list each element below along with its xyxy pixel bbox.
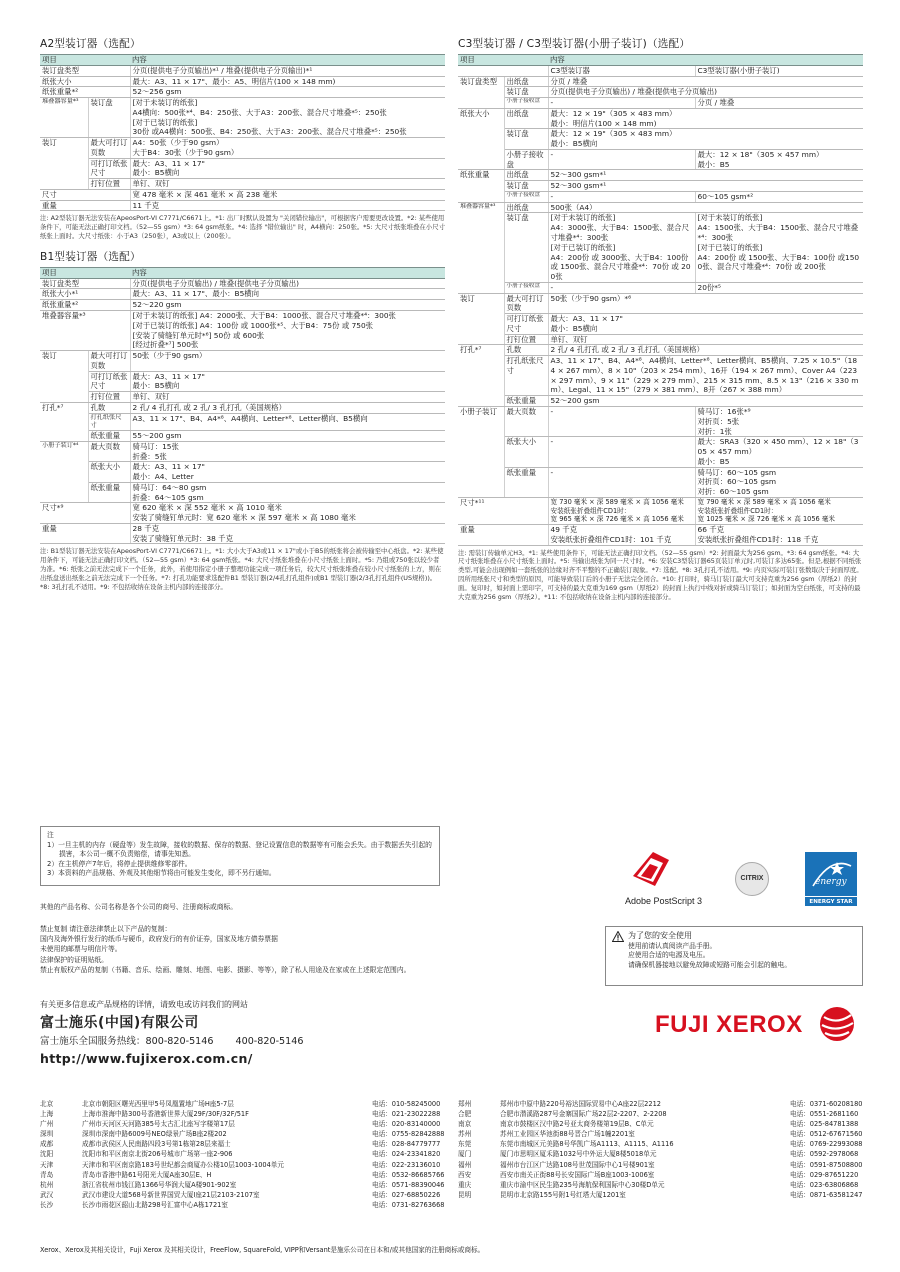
table-row: 纸张大小 - 最大：SRA3（320 × 450 mm）、12 × 18"（305 × 457 mm） 最小：B5 (458, 437, 863, 467)
office-phone: 电话：0371-60208180 (790, 1100, 863, 1108)
office-list-right (458, 1099, 870, 1200)
office-city: 天津 (40, 1160, 54, 1169)
company-name: 富士施乐(中国)有限公司 (40, 1015, 199, 1031)
table-row: 纸张大小 出纸盘 最大：12 × 19"（305 × 483 mm） 最小：明信片(100 × 148 mm) (458, 108, 863, 129)
certification-logos (625, 846, 865, 916)
energy-star-logo: energy ENERGY STAR (805, 852, 857, 906)
table-row: 打钉位置 单钉、双钉 (40, 392, 445, 403)
table-header: 项目 内容 (458, 54, 863, 65)
hotline: 富士施乐全国服务热线：800-820-5146 400-820-5146 (40, 1036, 304, 1047)
office-address: 广州市天河区天河路385号太古汇北座写字楼第17层 (82, 1120, 235, 1129)
table-row: 纸张重量 - 骑马订：60～105 gsm 对折页：60～105 gsm 对折：60～105 gsm (458, 467, 863, 497)
office-city: 沈阳 (40, 1150, 54, 1159)
office-address: 东莞市南城区元美路8号华凯广场A1113、A1115、A1116 (500, 1140, 674, 1149)
office-row (458, 1190, 870, 1200)
office-phone: 电话：0592-2978068 (790, 1150, 859, 1159)
table-row: 装订 最大可打订页数 A4：50张（少于90 gsm） 大于B4：30张（少于90 gsm） (40, 138, 445, 159)
office-row (458, 1180, 870, 1190)
table-row: 小册子接收盘 - 分页 / 堆叠 (458, 98, 863, 109)
table-row: 装订盘 最大：12 × 19"（305 × 483 mm） 最小：B5横向 (458, 129, 863, 150)
trademark-note: 其他的产品名称、公司名称是各个公司的商号、注册商标或商标。 (40, 903, 238, 911)
office-phone: 电话：0871-63581247 (790, 1190, 863, 1199)
table-row: 可打订纸张尺寸 最大：A3、11 × 17" 最小：B5横向 (40, 371, 445, 392)
svg-text:energy: energy (815, 877, 847, 887)
office-phone: 电话：023-63806868 (790, 1180, 859, 1189)
table-header: 项目 内容 (40, 54, 445, 65)
office-city: 重庆 (458, 1180, 472, 1189)
office-phone: 电话：0755-82842888 (372, 1130, 445, 1139)
safety-title: 为了您的安全使用 (628, 931, 692, 940)
c3-footnote: 注: 需装订传输单元H3。*1: 某些使用条件下，可能无法正确打印文档。（52—55 gsm）*2: 封面最大为256 gsm。*3: 64 gsm纸张。*4: 大尺寸纸张堆叠在小尺寸纸张上面时。*5: 当输出纸张为同一尺寸时。*6: 安装C3型装订器65页装订单元时,可装订多达65张。但是,根据不同纸张类型,可能会出现例如一套纸张的边缘对齐不平整的不正确装订现象。*7: 选配。*8: 3孔打孔不适用。*9: 内页实际可装订张数取决于封面厚度。因所用纸张尺寸和类型的原因，可能导致装订后的小册子无法完全闭合。*10: 打印时，骑马订装订最大可支持克重为256 gsm（厚纸2）的封面。复印时，如封面上需印字，可支持的最大克重为169 gsm（厚纸2）的封面上执行中线对折或骑马订装订；如封面为空白纸张，可支持的最大克重为256 gsm（厚纸2）。*11: 不包括收纳在设备主机内部的连接部分。 (458, 548, 863, 601)
office-row (458, 1139, 870, 1149)
table-row: 重量 11 千克 (40, 200, 445, 211)
office-phone: 电话：0512-67671560 (790, 1130, 863, 1139)
office-phone: 电话：0731-82763668 (372, 1200, 445, 1209)
office-phone: 电话：021-23022288 (372, 1110, 441, 1119)
fuji-xerox-logo: FUJI XEROX (655, 1005, 865, 1043)
office-address: 南京市鼓楼区汉中路2号亚太商务楼第19层B、C单元 (500, 1120, 654, 1129)
safety-notice: 为了您的安全使用 使用前请认真阅读产品手册。 应使用合适的电源及电压。 请确保机器接地以避免故障或短路可能会引起的触电。 (605, 926, 863, 986)
table-row: 重量 28 千克 安装了骑缝钉单元时：38 千克 (40, 523, 445, 544)
table-row: 堆叠器容量*³ [对于未装订的纸张] A4：2000张、大于B4：1000张、混合尺寸堆叠*⁴：300张 [对于已装订的纸张] A4：100份 或 1000张*⁵、大于B4：75份 或 750张 [安装了骑缝钉单元时*⁶] 50份 或 600张 [经过折叠*⁷] 500张 (40, 310, 445, 350)
a2-title: A2型装订器（选配） (40, 38, 141, 50)
a2-footnote: 注: A2型装订器无法安装在ApeosPort-VI C7771/C6671上。*1: 出厂时默认设置为 "关闭错位输出"，可根据客户需要更改设置。*2: 某些使用条件下，可能无法正确打印文档。（52—55 gsm）*3: 64 gsm纸张。*4: 选择 "错位输出" 时，A4横向：250张。*5: 大尺寸纸张堆叠在小尺寸纸张上面时。大尺寸纸张：小于A3（250张），A3或以上（200张）。 (40, 214, 445, 241)
right-column (458, 38, 863, 602)
website-link[interactable]: http://www.fujixerox.com.cn/ (40, 1051, 253, 1066)
notice-item: 3）本资料的产品规格、外观及其他细节将由可能发生变化，即不另行通知。 (47, 869, 276, 878)
energy-star-icon (805, 852, 857, 896)
table-row: 重量 49 千克 安装纸张折叠组件CD1时：101 千克 66 千克 安装纸张折叠组件CD1时：118 千克 (458, 525, 863, 546)
office-row (458, 1170, 870, 1180)
office-city: 杭州 (40, 1180, 54, 1189)
table-row: 小册子接收盘 - 20份*⁵ (458, 282, 863, 293)
table-row: 可打订纸张尺寸 最大：A3、11 × 17" 最小：B5横向 (40, 158, 445, 179)
table-row: 装订盘 52～300 gsm*¹ (458, 181, 863, 192)
table-row: 小册子接收盘 - 60～105 gsm*² (458, 191, 863, 202)
office-row (458, 1149, 870, 1159)
office-city: 昆明 (458, 1190, 472, 1199)
office-phone: 电话：029-87651220 (790, 1170, 859, 1179)
table-row: 尺寸*¹¹ 宽 730 毫米 × 深 589 毫米 × 高 1056 毫米 安装纸张折叠组件CD1时： 宽 965 毫米 × 深 726 毫米 × 高 1056 毫米 宽 790 毫米 × 深 589 毫米 × 高 1056 毫米 安装纸张折叠组件CD1时： 宽 1025 毫米 × 深 726 毫米 × 高 1056 毫米 (458, 497, 863, 524)
office-address: 厦门市思明区厦禾路1032号中外运大厦8楼5018单元 (500, 1150, 657, 1159)
office-row (40, 1139, 452, 1149)
office-city: 西安 (458, 1170, 472, 1179)
office-phone: 电话：0591-87508800 (790, 1160, 863, 1169)
adobe-icon (625, 846, 685, 892)
table-row: 装订 最大可打订页数 50张（少于90 gsm） (40, 351, 445, 372)
notice-title: 注 (47, 831, 54, 839)
office-address: 武汉市建设大道568号新世界国贸大厦I座21层2103-2107室 (82, 1190, 260, 1199)
office-row (40, 1099, 452, 1109)
office-phone: 电话：024-23341820 (372, 1150, 441, 1159)
table-row: 打钉位置 单钉、双钉 (40, 179, 445, 190)
office-address: 上海市淮海中路300号香港新世界大厦29F/30F/32F/51F (82, 1110, 249, 1119)
c3-spec-table (458, 54, 863, 546)
office-address: 青岛市香港中路61号阳光大厦A座30层E、H (82, 1170, 212, 1179)
office-city: 厦门 (458, 1150, 472, 1159)
office-row (40, 1200, 452, 1210)
office-city: 南京 (458, 1120, 472, 1129)
table-row: 装订盘类型 分页(提供电子分页输出)*¹ / 堆叠(提供电子分页输出)*¹ (40, 65, 445, 76)
notice-item: 2）在主机停产7年后，将停止提供维修零部件。 (47, 859, 192, 868)
table-row: 装订盘 分页(提供电子分页输出) / 堆叠(提供电子分页输出) (458, 87, 863, 98)
office-address: 深圳市深南中路6009号NEO绿景广场B座2楼202 (82, 1130, 227, 1139)
office-row (40, 1149, 452, 1159)
table-row: 可打订纸张尺寸 最大：A3、11 × 17" 最小：B5横向 (458, 314, 863, 335)
left-column (40, 38, 445, 592)
citrix-ready-logo: CITRIX (735, 862, 769, 896)
office-address: 北京市朝阳区曙光西里甲5号凤凰置地广场H座5-7层 (82, 1100, 234, 1108)
footer-trademarks: Xerox、Xerox及其相关设计，Fuji Xerox 及其相关设计，FreeFlow, SquareFold, VIPP和Versant是施乐公司在日本和/或其他国家的注册商标或商标。 (40, 1246, 485, 1254)
office-address: 福州市台江区广达路108号世茂国际中心1号楼901室 (500, 1160, 655, 1169)
office-city: 郑州 (458, 1100, 472, 1108)
office-city: 成都 (40, 1140, 54, 1149)
table-row: 堆叠器容量*³ 装订盘 [对于未装订的纸张] A4横向：500张*⁴、B4：250张、大于A3：200张、混合尺寸堆叠*⁵：250张 [对于已装订的纸张] 30份 或A4横向：500张、B4：250张、大于A3：200张、混合尺寸堆叠*⁵：250张 (40, 98, 445, 138)
table-row: 装订 最大可打订页数 50张（少于90 gsm）*⁶ (458, 293, 863, 314)
table-row: 纸张重量*² 52～256 gsm (40, 87, 445, 98)
office-city: 上海 (40, 1110, 54, 1119)
table-row: 打孔纸张尺寸 A3、11 × 17"、B4、A4*⁸、A4横向、Letter*⁸、Letter横向、B5横向 (40, 413, 445, 430)
table-row: 纸张重量 骑马订：64～80 gsm 折叠：64～105 gsm (40, 482, 445, 503)
office-phone: 电话：0769-22993088 (790, 1140, 863, 1149)
table-row: 装订盘 [对于未装订的纸张] A4：3000张、大于B4：1500张、混合尺寸堆叠*⁴：300张 [对于已装订的纸张] A4：200份 或 3000张、大于B4：100份 或 1500张、混合尺寸堆叠*⁴：70份 或 200张 [对于未装订的纸张] A4：1500张、大于B4：1500张、混合尺寸堆叠*⁴：300张 [对于已装订的纸张] A4：200份 或 1500张、大于B4：100份 或1500张、混合尺寸堆叠*⁴：70份 或 200张 (458, 213, 863, 282)
table-row: 纸张重量*² 52～220 gsm (40, 300, 445, 311)
office-row (40, 1129, 452, 1139)
office-address: 重庆市渝中区民生路235号海航保利国际中心30楼D单元 (500, 1180, 665, 1189)
office-row (458, 1099, 870, 1109)
office-row (40, 1180, 452, 1190)
office-address: 昆明市北京路155号附1号红塔大厦1201室 (500, 1190, 626, 1199)
table-row: 纸张大小 最大：A3、11 × 17" 最小：A4、Letter (40, 462, 445, 483)
office-phone: 电话：025-84781388 (790, 1120, 859, 1129)
office-phone: 电话：028-84779777 (372, 1140, 441, 1149)
table-row: 纸张重量 52～200 gsm (458, 396, 863, 407)
table-row: 打孔*⁷ 孔数 2 孔/ 4 孔打孔 或 2 孔/ 3 孔打孔（美国规格） (40, 402, 445, 413)
office-phone: 电话：0551-2681160 (790, 1110, 859, 1119)
office-phone: 电话：0532-86685766 (372, 1170, 445, 1179)
office-phone: 电话：010-58245000 (372, 1100, 441, 1108)
xerox-ball-icon (818, 1005, 856, 1043)
more-info-text: 有关更多信息或产品规格的详情，请致电或访问我们的网站 (40, 1000, 248, 1009)
table-row: 纸张重量 出纸盘 52～300 gsm*¹ (458, 170, 863, 181)
office-address: 浙江省杭州市钱江路1366号华润大厦A楼901-902室 (82, 1180, 237, 1189)
table-row: 打钉位置 单钉、双钉 (458, 334, 863, 345)
office-row (40, 1160, 452, 1170)
adobe-postscript-logo: Adobe PostScript 3 (625, 846, 715, 908)
warning-icon (612, 931, 624, 942)
office-address: 苏州工业园区华池街88号晋合广场1幢2201室 (500, 1130, 635, 1139)
office-city: 长沙 (40, 1200, 54, 1209)
table-row: 纸张大小 最大：A3、11 × 17"、最小：A5、明信片(100 × 148 mm) (40, 76, 445, 87)
office-list-left (40, 1099, 452, 1210)
office-row (40, 1190, 452, 1200)
office-address: 沈阳市和平区南京北街206号城市广场第一座2-906 (82, 1150, 233, 1159)
copy-prohibition: 禁止复制 请注意法律禁止以下产品的复制： 国内及海外银行发行的纸币与硬币，政府发行的有价证券，国家及地方债券票据 未使用的邮票与明信片等。 法律保护的证明贴纸。 禁止有版权产品的复制（书籍、音乐、绘画、雕刻、地图、电影、摄影、等等），除了私人用途及在家或在上述限定范围内。 (40, 925, 411, 974)
notice-item: 1）一旦主机的内存（硬盘等）发生故障，接收的数据、保存的数据、登记设置信息的数据等有可能会丢失。由于数据丢失引起的损害，本公司一概不负责赔偿，请事先知悉。 (47, 840, 432, 859)
office-address: 西安市南关正街88号长安国际广场B座1003-1006室 (500, 1170, 655, 1179)
table-row: 小册子装订*⁴ 最大页数 骑马订：15张 折叠：5张 (40, 441, 445, 462)
table-row: 打孔纸张尺寸 A3、11 × 17"、B4、A4*⁸、A4横向、Letter*⁸、Letter横向、B5横向、7.25 × 10.5"（184 × 267 mm）、8 × 10"（203 × 254 mm）、16开（194 × 267 mm）、Cover A4（223 × 297 mm）、9 × 11"（229 × 279 mm）、215 × 315 mm、8.5 × 13"（216 × 330 mm）、Legal、11 × 15"（279 × 381 mm）、8开（267 × 388 mm） (458, 356, 863, 396)
table-row: 小册子装订 最大页数 - 骑马订：16张*⁹ 对折页：5张 对折：1张 (458, 407, 863, 437)
office-row (40, 1170, 452, 1180)
office-city: 福州 (458, 1160, 472, 1169)
office-row (40, 1119, 452, 1129)
office-row (40, 1109, 452, 1119)
office-city: 东莞 (458, 1140, 472, 1149)
office-city: 北京 (40, 1100, 54, 1108)
table-row: 小册子接收盘 - 最大：12 × 18"（305 × 457 mm） 最小：B5 (458, 149, 863, 170)
office-city: 苏州 (458, 1130, 472, 1139)
office-city: 合肥 (458, 1110, 472, 1119)
office-city: 深圳 (40, 1130, 54, 1139)
office-row (458, 1129, 870, 1139)
b1-title: B1型装订器（选配） (40, 250, 141, 263)
office-city: 广州 (40, 1120, 54, 1129)
table-row: C3型装订器 C3型装订器(小册子装订) (458, 65, 863, 76)
office-city: 武汉 (40, 1190, 54, 1199)
office-phone: 电话：020-83140000 (372, 1120, 441, 1129)
office-address: 合肥市潜溪路287号金寨国际广场22层2-2207、2-2208 (500, 1110, 667, 1119)
table-row: 堆叠器容量*³ 出纸盘 500张（A4） (458, 202, 863, 213)
table-row: 打孔*⁷ 孔数 2 孔/ 4 孔打孔 或 2 孔/ 3 孔打孔（美国规格） (458, 345, 863, 356)
office-city: 青岛 (40, 1170, 54, 1179)
a2-spec-table (40, 54, 445, 211)
table-header: 项目 内容 (40, 267, 445, 278)
table-row: 尺寸*⁹ 宽 620 毫米 × 深 552 毫米 × 高 1010 毫米 安装了骑缝钉单元时：宽 620 毫米 × 深 597 毫米 × 高 1080 毫米 (40, 503, 445, 524)
notice-box (40, 826, 440, 886)
office-row (458, 1119, 870, 1129)
table-row: 尺寸 宽 478 毫米 × 深 461 毫米 × 高 238 毫米 (40, 189, 445, 200)
table-row: 纸张大小*¹ 最大：A3、11 × 17"、最小：B5横向 (40, 289, 445, 300)
b1-spec-table (40, 267, 445, 545)
office-address: 天津市和平区南京路183号世纪都会商厦办公楼10层1003-1004单元 (82, 1160, 284, 1169)
office-row (458, 1109, 870, 1119)
table-row: 装订盘类型 分页(提供电子分页输出) / 堆叠(提供电子分页输出) (40, 278, 445, 289)
b1-footnote: 注: B1型装订器无法安装在ApeosPort-VI C7771/C6671上。*1: 大小大于A3或11 × 17"或小于B5的纸张将会被传输至中心纸盘。*2: 某些使用条件下，可能无法正确打印文档。（52—55 gsm）*3: 64 gsm纸张。*4: 大尺寸纸张堆叠在小尺寸纸张上面时。*5: 乃组或750张以较少者为准。*6: 纸张之前无法完成下一个任务，此外，若使用指定小册子整理功能完成一项任务后，较大尺寸纸张堆叠在较小尺寸纸张的上方，则在出纸盘送出纸张之前无法完成下一个任务。*7: 打孔功能要求选配件B1 型装订器(2/4孔打孔组件)或B1 型装订器(2/3孔打孔组件(US规格))。*8: 3孔打孔不适用。*9: 不包括收纳在设备主机内部的连接部分。 (40, 547, 444, 591)
c3-title: C3型装订器 / C3型装订器(小册子装订)（选配） (458, 38, 691, 50)
office-row (458, 1160, 870, 1170)
office-address: 成都市武侯区人民南路四段3号第1栋第28层来福士 (82, 1140, 231, 1149)
office-address: 长沙市雨花区韶山北路298号汇富中心A栋1721室 (82, 1200, 228, 1209)
office-phone: 电话：022-23136010 (372, 1160, 441, 1169)
office-address: 郑州市中原中路220号裕达国际贸易中心A座22层2212 (500, 1100, 661, 1108)
office-phone: 电话：0571-88390046 (372, 1180, 445, 1189)
office-phone: 电话：027-68850226 (372, 1190, 441, 1199)
table-row: 装订盘类型 出纸盘 分页 / 堆叠 (458, 76, 863, 87)
table-row: 纸张重量 55～200 gsm (40, 431, 445, 442)
